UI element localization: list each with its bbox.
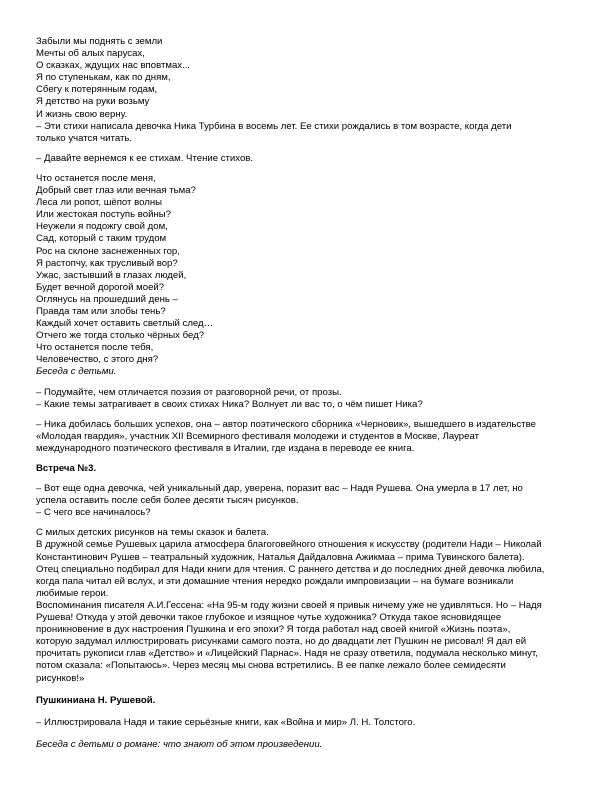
poem-line: Или жестокая поступь войны? [36, 209, 171, 221]
poem-line: Мечты об алых парусах, [36, 48, 145, 60]
text-line: успела оставить после себя более десяти тысяч рисунков. [36, 495, 299, 507]
text-line: Воспоминания писателя А.И.Гессена: «На 95-м году жизни своей я привык ничему уже не удивляться. Но – Надя [36, 599, 542, 611]
text-line: В дружной семье Рушевых царила атмосфера благоговейного отношения к искусству (родители Нади – Николай [36, 539, 542, 551]
text-line: которую задумал иллюстрировать рисунками самого поэта, но до двадцати лет Пушкин не рисовал! Я дал ей [36, 636, 527, 648]
conversation-label: Беседа с детьми. [36, 366, 117, 378]
poem-line: Леса ли ропот, шёпот волны [36, 197, 163, 209]
paragraph-illustrated: – Иллюстрировала Надя и такие серьёзные книги, как «Война и мир» Л. Н. Толстого. [36, 716, 416, 728]
poem-line: Отчего же тогда столько чёрных бед? [36, 330, 205, 342]
text-line: – Ника добилась больших успехов, она – автор поэтического сборника «Черновик», вышедшего в издательстве [36, 418, 536, 430]
text-line: потом сказала: «Попытаюсь». Через месяц мы снова встретились. В ее папке лежало более семидесяти [36, 660, 506, 672]
poem-line: Я растопчу, как трусливый вор? [36, 257, 178, 269]
document-page [36, 36, 584, 751]
poem-line: Каждый хочет оставить светлый след… [36, 318, 214, 330]
text-line: рисунков!» [36, 672, 85, 684]
text-line: Отец специально подбирал для Нади книги для чтения. С раннего детства и до последних дней девочка любила, [36, 563, 545, 575]
paragraph-nadya [36, 483, 584, 519]
poem-line: Правда там или злобы тень? [36, 305, 166, 317]
poem-line: Добрый свет глаз или вечная тьма? [36, 185, 196, 197]
poem-line: Ужас, застывший в глазах людей, [36, 269, 187, 281]
poem-line: Я по ступенькам, как по дням, [36, 72, 171, 84]
poem-line: Сбегу к потерянным годам, [36, 84, 158, 96]
poem-line: И жизнь свою верну. [36, 108, 128, 120]
poem-line: Что останется после меня, [36, 172, 156, 184]
text-line: – Эти стихи написала девочка Ника Турбина в восемь лет. Ее стихи рождались в том возрасте, когда дети [36, 120, 512, 132]
poem-first [36, 36, 584, 121]
poem-line: О сказках, ждущих нас вповтмах... [36, 60, 191, 72]
paragraph-final: Беседа с детьми о романе: что знают об этом произведении. [36, 738, 323, 750]
meeting3-heading: Встреча №3. [36, 463, 97, 474]
text-line: прочитать рукописи глав «Детство» и «Лицейский Парнас». Надя не сразу ответила, подумала несколько минут, [36, 648, 538, 660]
poem-line: Сад, который с таким трудом [36, 233, 167, 245]
paragraph-return: – Давайте вернемся к ее стихам. Чтение стихов. [36, 152, 254, 164]
text-line: проникновение в дух настроения Пушкина и его эпохи? Я тогда работал над своей книгой «Жизнь поэта», [36, 624, 511, 636]
text-line: международного поэтического фестиваля в Италии, где издана в переводе ее книга. [36, 442, 415, 454]
poem-line: Рос на склоне заснеженных гор, [36, 245, 180, 257]
text-line: Константинович Рушев – театральный художник, Наталья Дайдаловна Ажикмаа – прима Тувинского балета). [36, 551, 525, 563]
poem-second [36, 173, 584, 367]
poem-line: Забыли мы поднять с земли [36, 36, 163, 47]
poem-line: Неужели я подожгу свой дом, [36, 221, 168, 233]
poem-line: Будет вечной дорогой моей? [36, 281, 165, 293]
text-line: С милых детских рисунков на темы сказок и балета. [36, 527, 269, 539]
questions-block [36, 387, 584, 411]
paragraph-family [36, 527, 584, 684]
text-line: – Вот еще одна девочка, чей уникальный дар, уверена, поразит вас – Надя Рушева. Она умерла в 17 лет, но [36, 483, 523, 495]
text-line: – С чего все начиналось? [36, 507, 151, 519]
text-line: только учатся читать. [36, 132, 133, 144]
question-line: – Какие темы затрагивает в своих стихах Ника? Волнует ли вас то, о чём пишет Ника? [36, 398, 423, 410]
question-line: – Подумайте, чем отличается поэзия от разговорной речи, от прозы. [36, 386, 342, 398]
poem-line: Оглянусь на прошедший день – [36, 293, 178, 305]
text-line: когда папа читал ей вслух, и эти домашние чтения нередко рождали импровизации – на бумаге возникали [36, 575, 514, 587]
poem-line: Я детство на руки возьму [36, 96, 150, 108]
text-line: Рушева! Откуда у этой девочки такое глубокое и изящное чутье художника? Откуда такое ясновидящее [36, 612, 502, 624]
pushkiniana-heading: Пушкиниана Н. Рушевой. [36, 694, 156, 706]
paragraph-success [36, 419, 584, 455]
poem-line: Человечество, с этого дня? [36, 354, 159, 366]
text-line: любимые герои. [36, 587, 109, 599]
paragraph-about-poems [36, 121, 584, 145]
text-line: «Молодая гвардия», участник XII Всемирного фестиваля молодежи и студентов в Москве, Лауреат [36, 430, 479, 442]
poem-line: Что останется после тебя, [36, 342, 154, 354]
